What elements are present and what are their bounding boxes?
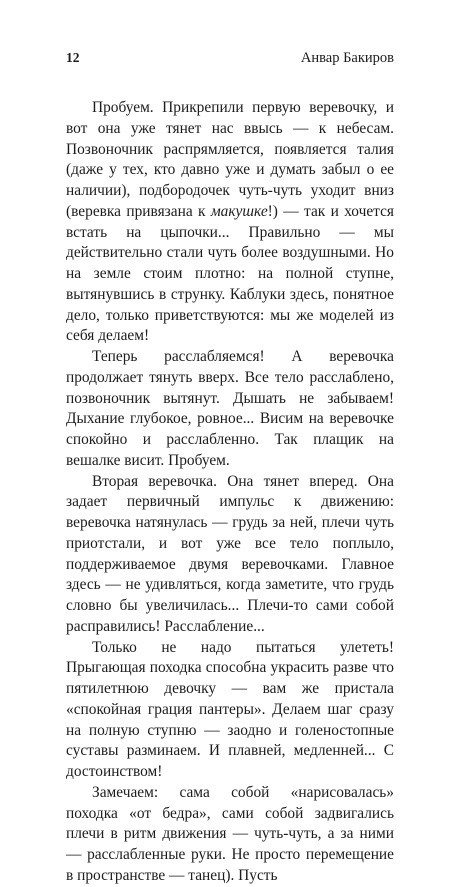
running-head (66, 50, 394, 70)
paragraph-1 (66, 98, 394, 347)
paragraph-3: Вторая веревочка. Она тянет вперед. Она задает первичный импульс к движению: веревочка натянулась — грудь за ней, плечи чуть приотстали, и вот уже все тело поплыло, поддерживаемое двумя веревочками. Главное здесь — не удивляться, когда заметите, что грудь словно бы увеличилась... Плечи-то сами собой расправились! Расслабление... (66, 472, 394, 635)
running-head-author: Анвар Бакиров (300, 50, 394, 66)
paragraph-4: Только не надо пытаться улететь! Прыгающая походка способна украсить разве что пятилетнюю девочку — вам же пристала «спокойная грация пантеры». Делаем шаг сразу на полную ступню — заодно и голеностопные суставы разминаем. И плавней, медленней... С достоинством! (66, 638, 394, 780)
page-number: 12 (66, 50, 80, 65)
paragraph-1-text-a: Пробуем. Прикрепили первую веревочку, и вот она уже тянет нас ввысь — к небесам. Позвоночник распрямляется, появляется талия (даже у тех, кто давно уже и думать забыл о ее наличии), подбородочек чуть-чуть уходит вниз (веревка привязана к (66, 99, 394, 220)
body-text (66, 98, 394, 887)
paragraph-5: Замечаем: сама собой «нарисовалась» походка «от бедра», сами собой задвигались плечи в ритм движения — чуть-чуть, а за ними — расслабленные руки. Не просто перемещение в пространстве — танец). Пусть (66, 783, 394, 884)
paragraph-1-emphasis: макушке (210, 202, 268, 220)
paragraph-1-text-b: !) — так и хочется встать на цыпочки... Правильно — мы действительно стали чуть более воздушными. Но на земле стоим плотно: на полной ступне, вытянувшись в струнку. Каблуки здесь, понятное дело, только приветствуются: мы же моделей из себя делаем! (66, 202, 394, 345)
paragraph-2: Теперь расслабляемся! А веревочка продолжает тянуть вверх. Все тело расслаблено, позвоночник вытянут. Дышать не забываем! Дыхание глубокое, ровное... Висим на веревочке спокойно и расслабленно. Так плащик на вешалке висит. Пробуем. (66, 348, 394, 469)
